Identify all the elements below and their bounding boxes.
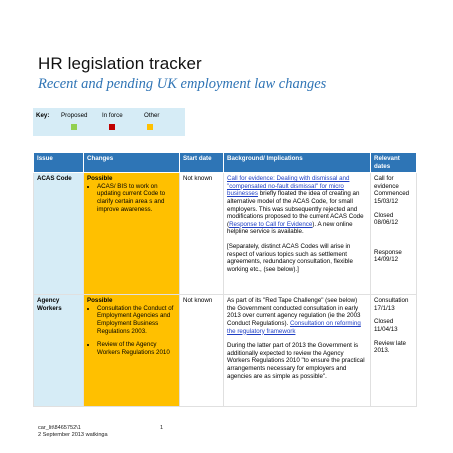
in-force-swatch bbox=[109, 124, 115, 130]
change-item: • Consultation the Conduct of Employment Agencies and Employment Business Regulations 2003. bbox=[97, 305, 176, 335]
relevant-dates-cell bbox=[371, 295, 417, 407]
date-entry: Review late 2013. bbox=[374, 339, 406, 355]
header-changes: Changes bbox=[84, 153, 180, 173]
key-label-proposed: Proposed bbox=[61, 112, 88, 119]
background-text: As part of its "Red Tape Challenge" (see below) the Government conducted consultation in early 2013 over current agency regulation (ie the 2003 Conduct Regulations). bbox=[227, 297, 361, 327]
proposed-swatch bbox=[71, 124, 77, 130]
background-text: During the latter part of 2013 the Government is additionally expected to review the Agency Workers Regulations 2010 "to ensure the practical arrangements necessary for employers and agencies are as simple as possible". bbox=[227, 342, 365, 380]
key-label: Key: bbox=[36, 112, 50, 119]
header-start-date: Start date bbox=[180, 153, 224, 173]
start-date-cell: Not known bbox=[180, 295, 224, 407]
background-cell bbox=[224, 295, 371, 407]
other-swatch bbox=[147, 124, 153, 130]
issue-cell: ACAS Code bbox=[34, 173, 84, 295]
table-row bbox=[34, 173, 417, 295]
page-number: 1 bbox=[160, 425, 164, 431]
call-for-evidence-link[interactable]: Call for evidence: Dealing with dismissal and "compensated no-fault dismissal" for micro businesses bbox=[227, 175, 350, 198]
table-row bbox=[34, 295, 417, 407]
footer-date: 2 September 2013 watkinga bbox=[38, 431, 108, 438]
key-label-in-force: In force bbox=[102, 112, 123, 119]
table-header-row bbox=[34, 153, 417, 173]
footer bbox=[38, 425, 108, 438]
legend-key bbox=[33, 108, 185, 136]
date-entry: Response 14/09/12 bbox=[374, 248, 402, 264]
header-relevant-dates: Relevant dates bbox=[371, 153, 417, 173]
legislation-table bbox=[33, 152, 417, 407]
background-text: ). A new online helpline service is available. bbox=[227, 220, 353, 236]
consultation-link[interactable]: Consultation on reforming the regulatory framework bbox=[227, 319, 361, 335]
background-text: [Separately, distinct ACAS Codes will arise in respect of various topics such as settlement agreements, redundancy consultation, flexible working etc., (see below).] bbox=[227, 242, 353, 273]
relevant-dates-cell bbox=[371, 173, 417, 295]
footer-ref: car_lit\8465752\1 bbox=[38, 425, 81, 431]
page-title: HR legislation tracker bbox=[38, 54, 202, 73]
background-cell bbox=[224, 173, 371, 295]
background-text: briefly floated the idea of creating an alternative model of the ACAS Code, for small employers. This was subsequently rejected and modifications proposed to the current ACAS Code ( bbox=[227, 190, 364, 228]
change-item: • Review of the Agency Workers Regulations 2010 bbox=[97, 341, 176, 356]
issue-cell: Agency Workers bbox=[34, 295, 84, 407]
date-entry: Consultation 17/1/13 bbox=[374, 297, 409, 312]
changes-cell bbox=[84, 173, 180, 295]
page-subtitle: Recent and pending UK employment law changes bbox=[38, 76, 327, 92]
response-link[interactable]: Response to Call for Evidence bbox=[229, 220, 313, 228]
key-label-other: Other bbox=[144, 112, 160, 119]
header-issue: Issue bbox=[34, 153, 84, 173]
status-label: Possible bbox=[87, 297, 113, 305]
change-item: • ACAS/ BIS to work on updating current Code to clarify certain area s and improve awareness. bbox=[97, 183, 176, 213]
status-label: Possible bbox=[87, 175, 113, 183]
date-entry: Call for evidence bbox=[374, 175, 399, 190]
date-entry: Closed 11/04/13 bbox=[374, 318, 398, 333]
header-background: Background/ Implications bbox=[224, 153, 371, 173]
date-entry: Commenced 15/03/12 bbox=[374, 190, 410, 205]
start-date-cell: Not known bbox=[180, 173, 224, 295]
changes-cell bbox=[84, 295, 180, 407]
date-entry: Closed 08/06/12 bbox=[374, 211, 399, 227]
